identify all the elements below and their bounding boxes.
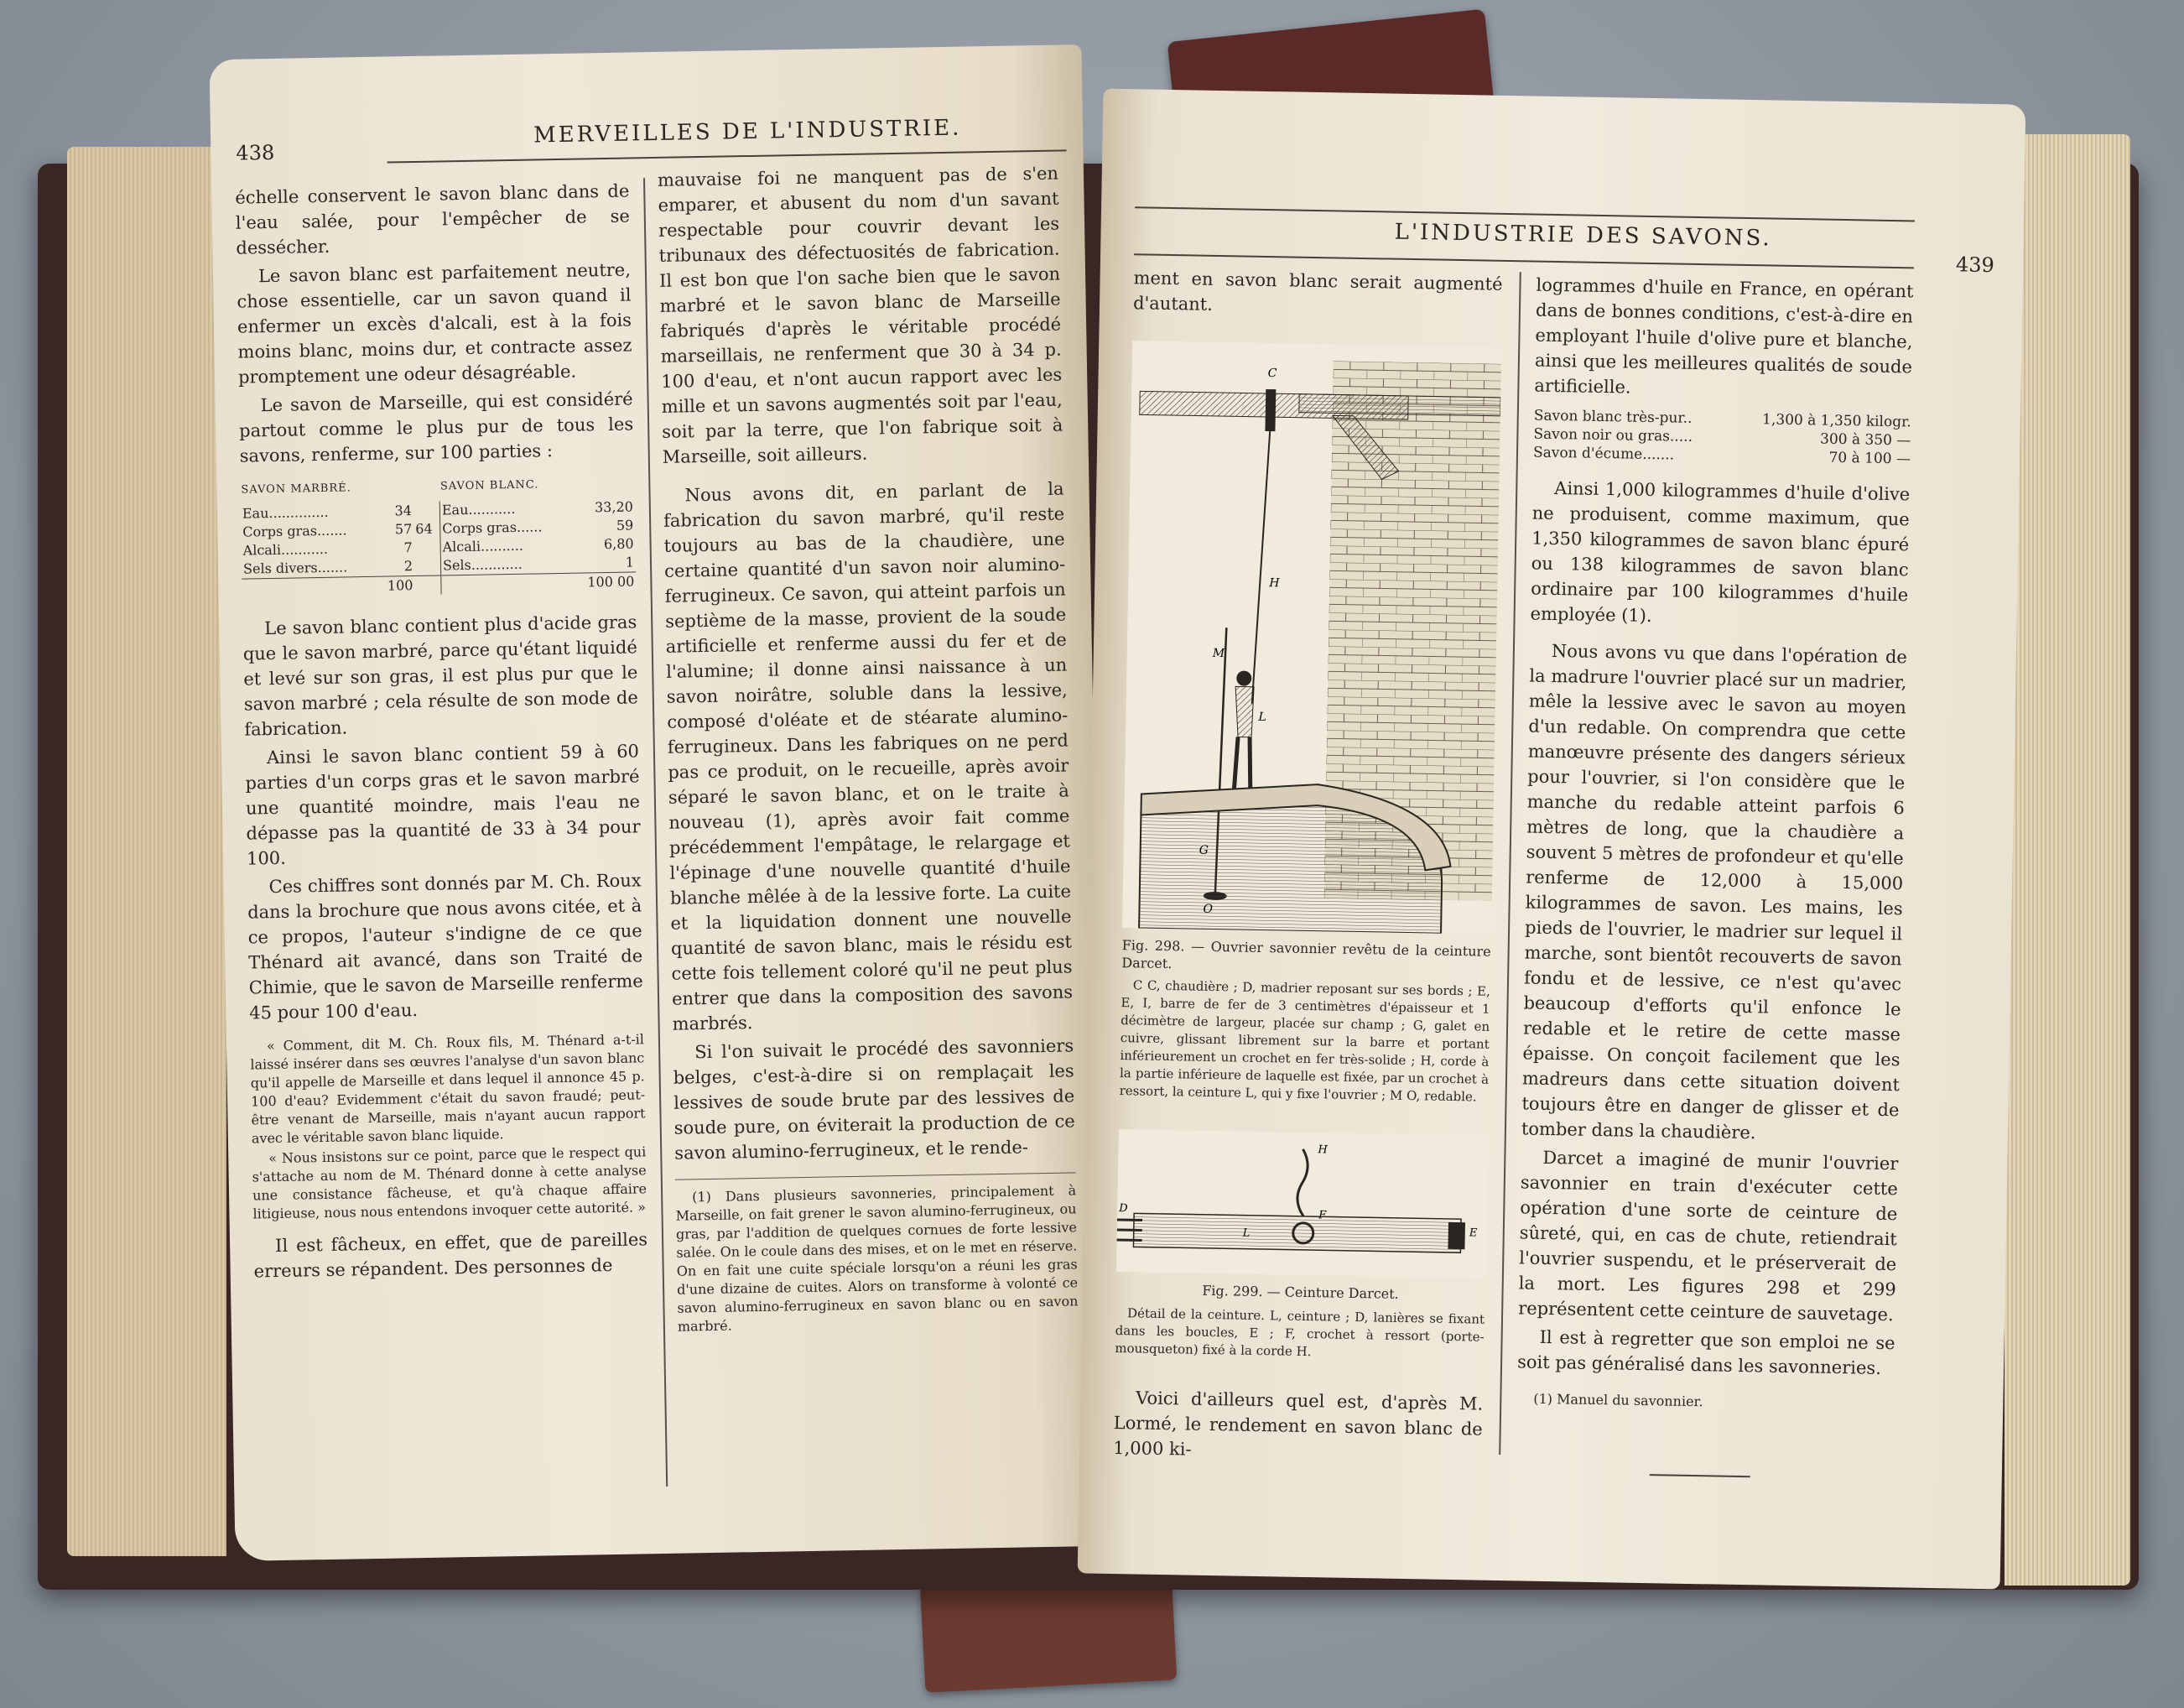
worker-legs [1234,737,1251,795]
cell: 34 [394,503,413,519]
fig-label-l: L [1242,1226,1251,1240]
left-page-column-2 [658,161,1079,1338]
fig-label-e: E [1469,1226,1478,1240]
end-rule [1650,1474,1750,1477]
footnote: (1) Dans plusieurs savonneries, principalement à Marseille, on fait grener le savon alumino-ferrugineux, ou gras, par l'addition de quelques cornues de forte lessive salée. On le coule dans des mises, et on le met en réserve. On en fait une cuite spéciale lorsqu'on a réuni les gras d'une dizaine de cuites. Alors on transforme à volonté ce savon alumino-ferrugineux en savon blanc ou en savon marbré. [675,1182,1079,1335]
table-head-marbre: SAVON MARBRÉ. [241,482,351,497]
cell: 100 [378,576,415,596]
cell: 64 [415,520,433,538]
fig-label-c: C [1267,367,1277,381]
fig-label-l: L [1258,710,1266,725]
strap [1117,1220,1142,1221]
yield-list [1533,407,1911,469]
paragraph: logrammes d'huile en France, en opérant dans de bonnes conditions, c'est-à-dire en employant l'huile d'olive pure et blanche, ainsi que les meilleures qualités de soude artificielle. [1534,274,1914,398]
paragraph: Le savon blanc contient plus d'acide gras que le savon marbré, parce qu'étant liquidé et levé sur son gras, il est plus pur que le savon marbré ; cela résulte de son mode de fabrication. [242,612,639,740]
fig-label-h: H [1318,1143,1328,1157]
belt-l [1133,1213,1461,1252]
yield-value: 1,300 à 1,350 kilogr. [1761,411,1911,431]
paragraph: Ainsi 1,000 kilogrammes d'huile d'olive ne produisent, comme maximum, que 1,350 kilogrammes de savon blanc épuré ou 138 kilogrammes de savon blanc ordinaire par 100 kilogrammes d'huile employée (1). [1530,477,1911,627]
page-edges-right [2005,134,2130,1586]
darcet-belt-illustration [1116,1129,1488,1278]
wall-beam [1299,394,1500,416]
paragraph: Darcet a imaginé de munir l'ouvrier savonnier en train d'exécuter cette opération d'une sorte de ceinture de sûreté, qui, en cas de chute, retiendrait l'ouvrier suspendu, et le préserverait de la mort. Les figures 298 et 299 représentent cette ceinture de sauvetage. [1518,1147,1899,1325]
fig-label-f: F [1318,1209,1327,1222]
worker-body [1235,686,1254,737]
fig-label-d: D [1119,1202,1128,1216]
head-rule-right-top [1135,206,1915,221]
worker-head [1236,670,1251,685]
paragraph: échelle conservent le savon blanc dans de l'eau salée, pour l'empêcher de se dessécher. [235,180,630,258]
cell: Alcali........... [242,540,329,559]
fig-label-h: H [1269,576,1280,591]
roller-g [1265,389,1276,431]
figure-298-caption: Fig. 298. — Ouvrier savonnier revêtu de la ceinture Darcet. [1121,937,1491,972]
page-number-left: 438 [236,140,275,165]
paragraph: Si l'on suivait le procédé des savonniers belges, c'est-à-dire si on remplaçait les lessives de soude brute par des lessives de soude pure, on éviterait la production de ce savon alumino-ferrugineux, et le rende- [673,1035,1075,1164]
yield-value: 300 à 350 — [1819,430,1911,450]
cell: 1 [625,554,635,570]
column-divider [1499,272,1521,1455]
rope-h [1252,427,1271,704]
left-page [209,44,1107,1561]
buckles-e [1448,1222,1465,1249]
cell: 6,80 [603,535,634,553]
cell: Corps gras....... [242,522,347,540]
cell [414,538,441,557]
rope-h [1297,1149,1308,1216]
right-page [1078,89,2026,1590]
figure-299-caption: Fig. 299. — Ceinture Darcet. [1202,1282,1399,1302]
right-page-column-1-bottom [1113,1385,1484,1471]
footnote-block [1516,1389,1894,1414]
left-page-column-1 [235,178,648,1287]
figure-298-caption-block [1119,936,1490,1107]
cell: Eau.............. [242,503,329,522]
fig-label-m: M [1212,646,1225,661]
paragraph: Voici d'ailleurs quel est, d'après M. Lormé, le rendement en savon blanc de 1,000 ki- [1113,1388,1484,1460]
quotation-block [250,1030,647,1223]
yield-name: Savon d'écume....... [1532,444,1675,464]
strap [1117,1230,1142,1231]
cell: 100 00 [572,572,636,592]
cell: Sels............ [440,555,572,575]
cell [413,501,440,520]
figure-299-caption-block [1115,1280,1485,1364]
cell: Eau........... [439,499,571,520]
cell: 59 [616,517,634,534]
cell: 57 [394,521,413,538]
figure-298-legend: C C, chaudière ; D, madrier reposant sur ses bords ; E, E, I, barre de fer de 3 centimètres d'épaisseur et 1 décimètre de largeur, placée sur champ ; G, galet en cuivre, glissant librement sur la barre et portant inférieurement un crochet en fer très-solide ; H, corde à la partie inférieure de laquelle est fixée, par un crochet à ressort, la ceinture L, qui y fixe l'ouvrier ; M O, redable. [1119,977,1490,1105]
running-head-left: MERVEILLES DE L'INDUSTRIE. [533,115,962,148]
paragraph: Nous avons vu que dans l'opération de la madrure l'ouvrier placé sur un madrier, mêle la lessive avec le savon au moyen d'un redable. On comprendra que cette manœuvre présente des dangers sérieux pour l'ouvrier, si l'on considère que le manche du redable atteint parfois 6 mètres de long, que la chaudière a souvent 5 mètres de profondeur et qu'elle renferme de 12,000 à 15,000 kilogrammes de savon. Les mains, les pieds de l'ouvrier, le madrier sur lequel il marche, sont bientôt recouverts de savon fondu et de lessive, ce n'est qu'avec beaucoup d'efforts qu'il enfonce le redable et le retire de cette masse épaisse. On conçoit facilement que les madreurs dans cette situation doivent toujours être en danger de glisser et de tomber dans la chaudière. [1521,640,1908,1143]
running-head-right: L'INDUSTRIE DES SAVONS. [1394,219,1772,252]
cell: Corps gras...... [440,518,572,539]
footnote-block [675,1172,1079,1336]
paragraph: Ainsi le savon blanc contient 59 à 60 parties d'un corps gras et le savon marbré une quantité moindre, mais l'eau ne dépasse pas la quantité de 33 à 34 pour 100. [245,741,641,869]
cell: 7 [403,539,413,556]
yield-name: Savon blanc très-pur.. [1533,407,1693,427]
paragraph: Le savon blanc est parfaitement neutre, chose essentielle, car un savon quand il enfermer un excès d'alcali, est à la fois moins blanc, moins dur, et contracte assez promptement une odeur désagréable. [237,259,632,388]
cell: Alcali.......... [440,536,572,557]
fig-label-o: O [1203,902,1214,916]
cell: 2 [403,558,413,575]
yield-value: 70 à 100 — [1828,449,1911,468]
quotation: « Comment, dit M. Ch. Roux fils, M. Thénard a-t-il laissé insérer dans ses œuvres l'analyse d'un savon blanc qu'il appelle de Marseille et dans lequel il annonce 45 p. 100 d'eau? Evidemment c'était du savon fraudé; peut-être venant de Marseille, mais n'ayant aucun rapport avec le véritable savon blanc liquide. [250,1031,646,1147]
paragraph: Il est à regretter que son emploi ne se soit pas généralisé dans les savonneries. [1516,1326,1895,1378]
figure-299-legend: Détail de la ceinture. L, ceinture ; D, lanières se fixant dans les boucles, E ; F, crochet à ressort (porte-mousqueton) fixé à la corde H. [1115,1305,1485,1360]
paragraph: ment en savon blanc serait augmenté d'autant. [1132,268,1503,315]
paragraph: Le savon de Marseille, qui est considéré partout comme le plus pur de tous les savons, renferme, sur 100 parties : [238,388,634,466]
soap-worker-illustration [1122,341,1501,935]
strap [1117,1240,1142,1241]
paragraph: mauvaise foi ne manquent pas de s'en emparer, et abusent du nom d'un savant respectable pour couvrir devant les tribunaux des défectuosités de fabrication. Il est bon que l'on sache bien que le savon marbré et le savon blanc de Marseille fabriqués d'après le véritable procédé marseillais, ne renferment que 30 à 34 p. 100 d'eau, et n'ont aucun rapport avec les mille et un savons augmentés soit par l'eau, soit par la terre, que l'on fabrique soit à Marseille, soit ailleurs. [657,163,1063,467]
fig-label-g: G [1199,843,1209,857]
quotation: « Nous insistons sur ce point, parce que le respect qui s'attache au nom de M. Thénard donne à cette analyse une consistance fâcheuse, et qu'à chaque affaire litigieuse, nous nous entendons invoquer cette autorité. » [252,1143,647,1222]
paragraph: Il est fâcheux, en effet, que de pareilles erreurs se répandent. Des personnes de [253,1229,648,1282]
paragraph: Ces chiffres sont donnés par M. Ch. Roux dans la brochure que nous avons citée, et à ce propos, l'auteur s'indigne de ce que Thénard ait avancé, dans son Traité de Chimie, que le savon de Marseille renferme 45 pour 100 d'eau. [247,870,643,1023]
cell: Sels divers....... [242,559,348,577]
right-page-column-2 [1516,273,1914,1417]
cell: 33,20 [594,498,633,516]
figure-299-belt [1116,1129,1488,1278]
cell [414,556,441,575]
page-edges-left [67,147,226,1556]
figure-298-engraving [1122,341,1501,935]
right-page-column-1 [1133,265,1503,325]
page-number-right: 439 [1955,253,1995,278]
head-rule-left [387,149,1067,163]
yield-name: Savon noir ou gras..... [1533,425,1693,445]
footnote: (1) Manuel du savonnier. [1533,1390,1703,1410]
table-head-blanc: SAVON BLANC. [439,478,539,493]
paragraph: Nous avons dit, en parlant de la fabrication du savon marbré, qu'il reste toujours au bas de la chaudière, une certaine quantité d'un savon noir alumino-ferrugineux. Ce savon, qui atteint parfois un septième de la masse, provient de la soude artificielle et renferme aussi du fer et de l'alumine; il donne ainsi naissance à un savon noirâtre, soluble dans la lessive, composé d'oléate et de stéarate alumino-ferrugineux. Dans les fabriques on ne perd pas ce produit, on le recueille, après avoir séparé le savon blanc, et on le traite à nouveau (1), après avoir fait comme précédemment l'empâtage, le relargage et l'épinage d'une nouvelle quantité d'huile blanche mêlée à de la lessive forte. La cuite et la liquidation donnent une nouvelle quantité de savon blanc, mais le résidu est cette fois tellement coloré qu'il ne peut plus entrer que dans la composition des savons marbrés. [663,478,1074,1034]
composition-table [240,473,636,597]
